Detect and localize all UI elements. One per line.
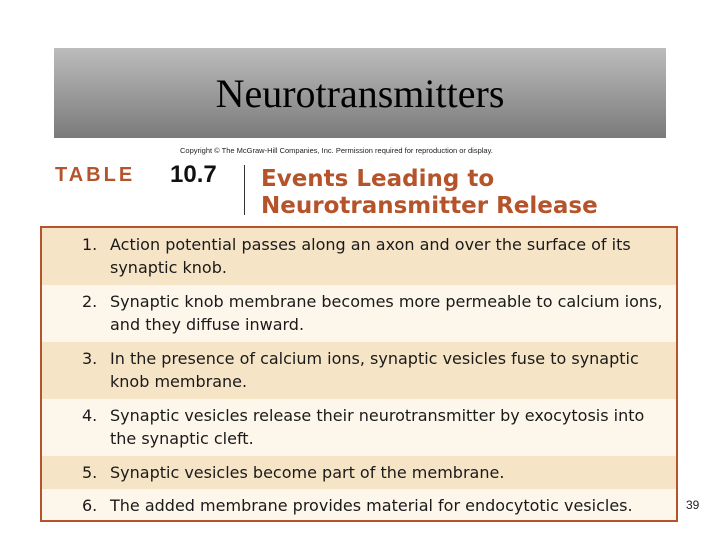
table-row [42,285,676,342]
row-text: Synaptic knob membrane becomes more permeable to calcium ions, and they diffuse inward. [110,292,663,334]
table-row [42,489,676,520]
slide-number: 39 [686,498,700,512]
row-number: 6. [82,496,98,515]
row-text: Synaptic vesicles become part of the membrane. [110,463,505,482]
row-number: 4. [82,406,98,425]
row-text: In the presence of calcium ions, synaptic vesicles fuse to synaptic knob membrane. [110,349,639,391]
table-caption: Events Leading to Neurotransmitter Release [261,166,598,219]
table-row [42,399,676,456]
table-row [42,228,676,285]
row-number: 2. [82,292,98,311]
table-row [42,456,676,489]
events-table [40,226,678,522]
slide-title: Neurotransmitters [215,71,505,116]
table-row [42,342,676,399]
row-number: 1. [82,235,98,254]
row-number: 3. [82,349,98,368]
table-divider [244,165,245,215]
row-text: Action potential passes along an axon and over the surface of its synaptic knob. [110,235,631,277]
copyright-notice: Copyright © The McGraw-Hill Companies, Inc. Permission required for reproduction or display. [180,146,493,155]
table-label: TABLE [55,164,136,186]
row-text: The added membrane provides material for endocytotic vesicles. [110,496,633,515]
table-number: 10.7 [170,161,217,188]
row-text: Synaptic vesicles release their neurotransmitter by exocytosis into the synaptic cleft. [110,406,645,448]
row-number: 5. [82,463,98,482]
